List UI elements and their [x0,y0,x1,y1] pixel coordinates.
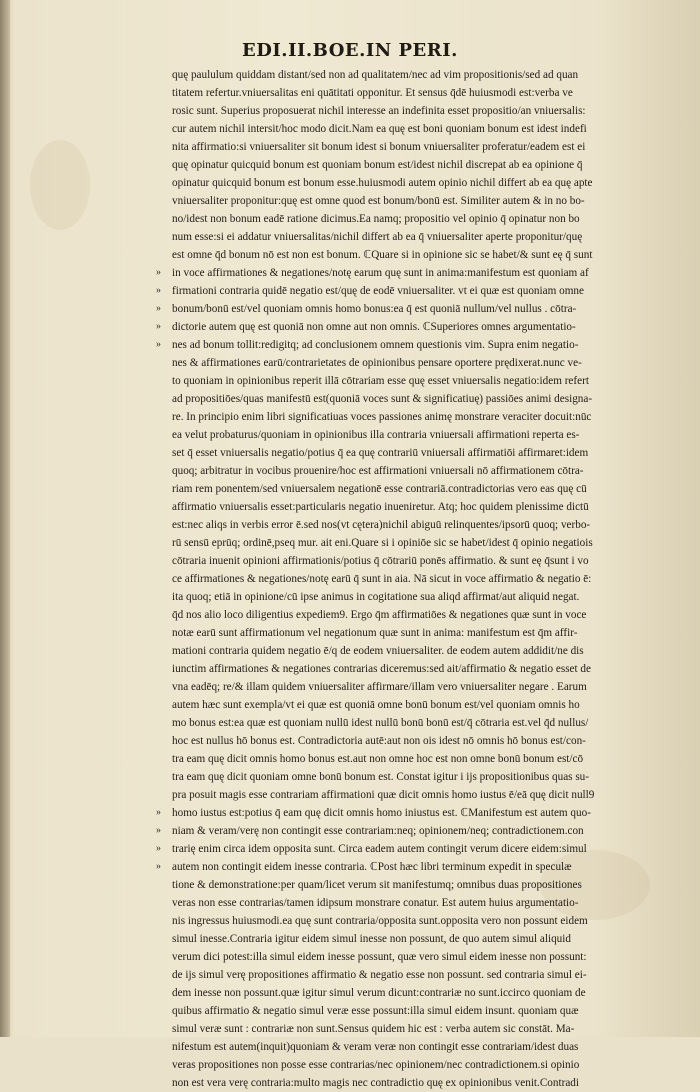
line-text: nis ingressus huiusmodi.ea quę sunt contraria/opposita sunt.opposita vero non possunt eidem [172,915,588,927]
text-line [172,408,672,426]
margin-marker: » [156,843,160,854]
line-text: dictorie autem quę est quoniā non omne aut non omnis. ℂSuperiores omnes argumentatio- [172,321,576,333]
line-text: firmationi contraria quidē negatio est/quę de eodē vniuersaliter. vt ei quæ est quoniam omne [172,285,584,297]
text-line [172,1038,672,1056]
text-line [172,480,672,498]
text-line [156,336,672,354]
line-text: hoc est nullus hō bonus est. Contradictoria autē:aut non ois idest nō omnis hō bonus est/con- [172,735,586,747]
margin-marker: » [156,861,160,872]
line-text: cōtraria inuenit opinioni affirmationis/potius q̄ cōtrariū ponēs affirmatio. & sunt eę q̄sunt i vo [172,555,589,567]
text-line [172,372,672,390]
line-text: titatem refertur.vniuersalitas eni quātitati opponitur. Et sensus q̄dē huiusmodi est:verba ve [172,87,573,99]
line-text: tra eam quę dicit quoniam omne bonū bonum est. Constat igitur i ijs propositionibus quas su- [172,771,590,783]
text-line [172,642,672,660]
text-line [172,1074,672,1092]
line-text: nes ad bonum tollit:redigitq; ad conclusionem omnem questionis vim. Supra enim negatio- [172,339,579,351]
line-text: quę opinatur quicquid bonum est quoniam bonum est/idest nichil discrepat ab ea opinione q̄ [172,159,583,171]
line-text: bonum/bonū est/vel quoniam omnis homo bonus:ea q̄ est quoniā nullum/vel nullus . cōtra- [172,303,577,315]
text-line [172,732,672,750]
text-line [172,390,672,408]
line-text: no/idest non bonum eadē ratione dicimus.Ea namq; propositio vel opinio q̄ opinatur non bo [172,213,580,225]
text-line [172,966,672,984]
line-text: autem non contingit eidem inesse contraria. ℂPost hæc libri terminum expedit in speculæ [172,861,572,873]
text-line [156,282,672,300]
text-line [156,858,672,876]
running-header: EDI.II.BOE.IN PERI. [242,40,458,61]
book-spine [0,0,10,1037]
line-text: trarię enim circa idem opposita sunt. Circa eadem autem contingit verum dicere eidem:simul [172,843,587,855]
text-line [172,462,672,480]
line-text: non est vera verę contraria:multo magis nec contradictio quę ex opinionibus venit.Contradi [172,1077,579,1089]
text-column [156,66,672,1092]
text-line [172,696,672,714]
text-line [172,498,672,516]
text-line [172,768,672,786]
line-text: quibus affirmatio & negatio simul veræ esse possunt:illa simul eidem insunt. quoniam quæ [172,1005,579,1017]
text-line [172,516,672,534]
text-line [172,930,672,948]
text-line [172,894,672,912]
margin-marker: » [156,321,160,332]
text-line [172,876,672,894]
text-line [156,300,672,318]
text-line [172,192,672,210]
text-line [172,552,672,570]
text-line [172,534,672,552]
line-text: vna eadēq; re/& illam quidem vniuersaliter affirmare/illam vero vniuersaliter negare . Earum [172,681,587,693]
line-text: ea velut probaturus/quoniam in opinionibus illa contraria vniuersali affirmationi reperta es- [172,429,580,441]
text-line [172,174,672,192]
line-text: tra eam quę dicit omnis homo bonus est.aut non omne hoc est non omne bonū bonum est/cō [172,753,584,765]
line-text: opinatur quicquid bonum est bonum esse.huiusmodi autem opinio nichil differt ab ea quę apte [172,177,593,189]
line-text: simul veræ sunt : contrariæ non sunt.Sensus quidem hic est : verba autem sic constāt. Ma- [172,1023,575,1035]
line-text: q̄d nos alio loco diligentius expediem9. Ergo q̄m affirmatiōes & negationes quæ sunt in voce [172,609,587,621]
line-text: set q̄ esset vniuersalis negatio/potius q̄ ea quę contrariū vniuersali affirmatiōi affirmaret:idem [172,447,589,459]
line-text: simul inesse.Contraria igitur eidem simul inesse non possunt, de quo autem simul aliquid [172,933,571,945]
text-line [156,804,672,822]
line-text: dem inesse non possunt.quæ igitur simul verum dicunt:contrariæ no sunt.iccirco quoniam de [172,987,586,999]
text-line [172,102,672,120]
text-line [172,354,672,372]
text-line [172,210,672,228]
line-text: veras non esse contrarias/tamen idipsum monstrare conatur. Est autem huius argumentatio- [172,897,579,909]
margin-marker: » [156,825,160,836]
text-line [156,822,672,840]
text-line [172,660,672,678]
margin-marker: » [156,339,160,350]
text-line [172,606,672,624]
text-line [172,156,672,174]
line-text: quoq; arbitratur in vocibus prouenire/hoc est affirmationi vniuersali nō affirmationem cōtra- [172,465,584,477]
text-line [156,840,672,858]
text-line [172,714,672,732]
text-line [172,1020,672,1038]
line-text: re. In principio enim libri significatiuas voces passiones animę monstrare veraciter docuit:nūc [172,411,592,423]
text-line [172,912,672,930]
line-text: autem hæc sunt exempla/vt ei quæ est quoniā omne bonū bonum est/vel quoniam omnis ho [172,699,580,711]
line-text: num esse:si ei addatur vniuersalitas/nichil differt ab ea q̄ vniuersaliter aperte proponitur/quę [172,231,583,243]
line-text: est omne q̄d bonum nō est non est bonum. ℂQuare si in opinione sic se habet/& sunt eę q̄ sunt [172,249,593,261]
line-text: de ijs simul verę propositiones affirmatio & negatio esse non possunt. sed contraria simul ei- [172,969,587,981]
line-text: to quoniam in opinionibus reperit illā cōtrariam esse quę esset vniuersalis negatio:idem refert [172,375,589,387]
text-line [172,786,672,804]
line-text: mationi contraria quidem negatio ē/q de eodem vniuersaliter. de eodem autem addidit/ne dis [172,645,584,657]
text-line [172,246,672,264]
line-text: cur autem nichil intersit/hoc modo dicit.Nam ea quę est boni quoniam bonum est idest indefi [172,123,587,135]
text-line [172,120,672,138]
line-text: pra posuit magis esse contrariam affirmationi quæ dicit omnis homo iustus ē/eā quę dicit null9 [172,789,595,801]
text-line [172,1002,672,1020]
margin-marker: » [156,807,160,818]
line-text: iunctim affirmationes & negationes contrarias diceremus:sed ait/affirmatio & negatio esset de [172,663,591,675]
margin-marker: » [156,285,160,296]
line-text: nifestum est autem(inquit)quoniam & veram veræ non contingit esse contrariam/idest duas [172,1041,579,1053]
text-line [172,750,672,768]
text-line [172,84,672,102]
text-line [172,588,672,606]
text-line [172,678,672,696]
text-line [172,948,672,966]
line-text: notæ earū sunt affirmationum vel negationum quæ sunt in anima: manifestum est q̄m affir- [172,627,578,639]
text-line [172,228,672,246]
text-line [156,318,672,336]
text-line [172,624,672,642]
line-text: est:nec aliqs in verbis error ē.sed nos(vt cętera)nichil abiguū relinquentes/ipsorū quoq; verbo- [172,519,591,531]
text-line [172,138,672,156]
margin-marker: » [156,303,160,314]
line-text: nes & affirmationes earū/contrarietates de opinionibus pensare oportere prędixerat.nunc ve- [172,357,582,369]
line-text: homo iustus est:potius q̄ eam quę dicit omnis homo iniustus est. ℂManifestum est autem quo- [172,807,591,819]
text-line [172,570,672,588]
line-text: quę paululum quiddam distant/sed non ad qualitatem/nec ad vim propositionis/sed ad quan [172,69,579,81]
line-text: verum dici potest:illa simul eidem inesse possunt, quæ vero simul eidem inesse non possunt: [172,951,587,963]
line-text: riam rem ponentem/sed vniuersalem negationē esse contrariā.contradictorias vero eas quę cū [172,483,587,495]
line-text: ita quoq; etiā in opinione/cū ipse animus in cogitatione sua aliqd affirmat/aut aliquid negat. [172,591,580,603]
paper-stain [30,140,90,230]
text-line [172,66,672,84]
text-line [172,984,672,1002]
line-text: veras propositiones non posse esse contrarias/nec opinionem/nec contradictionem.si opinio [172,1059,580,1071]
line-text: mo bonus est:ea quæ est quoniam nullū idest nullū bonū bonū est/q̄ cōtraria est.vel q̄d nullus/ [172,717,589,729]
text-line [156,264,672,282]
line-text: ce affirmationes & negationes/notę earū q̄ sunt in aia. Nā sicut in voce affirmatio & negatio ē: [172,573,592,585]
margin-marker: » [156,267,160,278]
line-text: affirmatio vniuersalis esset:particularis negatio inueniretur. Atq; hoc quidem plenissime dictū [172,501,589,513]
line-text: rū sensū eprūq; ordinē,pseq mur. ait eni.Quare si i opiniōe sic se habet/idest q̄ opinio negatiois [172,537,593,549]
line-text: vniuersaliter proponitur:quę est omne quod est bonum/bonū est. Similiter autem & in no bo- [172,195,585,207]
text-line [172,444,672,462]
line-text: ad propositiōes/quas manifestū est(quoniā voces sunt & significatiuę) passiōes animi designa- [172,393,593,405]
line-text: tione & demonstratione:per quam/licet verum sit manifestumq; omnibus duas propositiones [172,879,582,891]
line-text: in voce affirmationes & negationes/notę earum quę sunt in anima:manifestum est quoniam af [172,267,589,279]
line-text: rosic sunt. Superius proposuerat nichil interesse an indefinita esset propositio/an vniuersalis: [172,105,586,117]
line-text: niam & veram/verę non contingit esse contrariam:neq; opinionem/neq; contradictionem.con [172,825,584,837]
text-line [172,1056,672,1074]
text-line [172,426,672,444]
line-text: nita affirmatio:si vniuersaliter sit bonum idest si bonum vniuersaliter proferatur/eadem est ei [172,141,586,153]
